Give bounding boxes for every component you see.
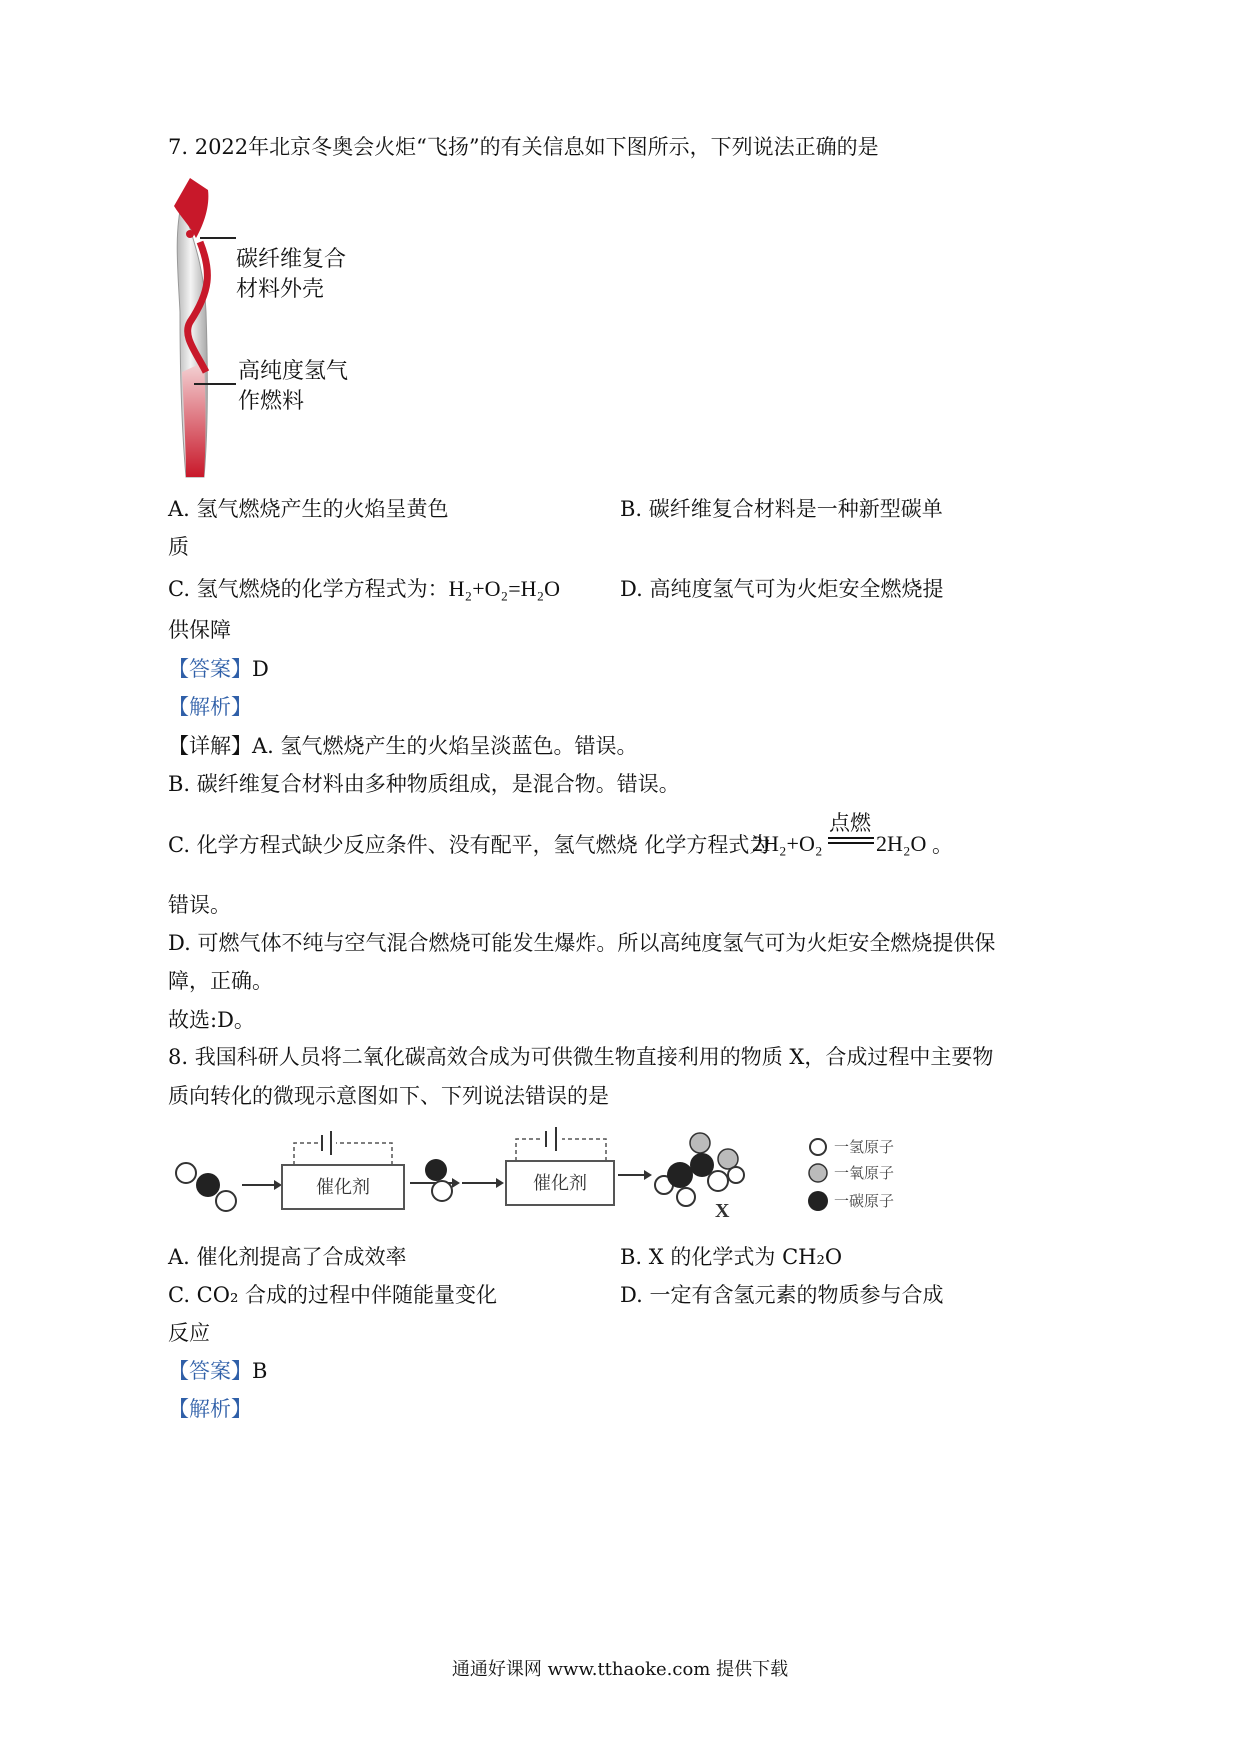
torch-figure: [160, 172, 360, 482]
catalyst-box-2: [506, 1127, 614, 1205]
q7-option-c: [168, 574, 560, 604]
q7-detail-c-right: 2H₂O: [876, 831, 927, 856]
product-x-molecule: [655, 1133, 744, 1206]
q7-detail-c-text: C. 化学方程式缺少反应条件、没有配平，氢气燃烧 化学方程式为: [168, 833, 771, 857]
q7-detail-d-1: D. 可燃气体不纯与空气混合燃烧可能发生爆炸。所以高纯度氢气可为火炬安全燃烧提供保: [168, 931, 996, 955]
torch-emblem: [186, 230, 194, 238]
q8-option-cd-cont: 反应: [168, 1321, 210, 1345]
q7-stem: 7. 2022年北京冬奥会火炬“飞扬”的有关信息如下图所示，下列说法正确的是: [168, 135, 879, 159]
q7-option-b: B. 碳纤维复合材料是一种新型碳单: [620, 497, 943, 521]
q7-option-d-cont: 供保障: [168, 618, 231, 642]
q7-conclusion: 故选:D。: [168, 1008, 255, 1032]
q7-detail-a: [168, 731, 638, 761]
catalyst-2-label: 催化剂: [533, 1173, 587, 1194]
q7-detail-c-left: 2H₂+O₂: [752, 831, 823, 856]
q7-option-b-cont: 质: [168, 535, 189, 559]
detail-a-text: A. 氢气燃烧产生的火焰呈淡蓝色。错误。: [252, 734, 638, 758]
q8-analysis-tag: 【解析】: [168, 1397, 252, 1421]
q8-option-b: B. X 的化学式为 CH₂O: [620, 1245, 843, 1269]
q7-option-a: A. 氢气燃烧产生的火焰呈黄色: [168, 497, 449, 521]
q8-answer: [168, 1356, 267, 1386]
label-shell-2: 材料外壳: [236, 277, 325, 302]
q7-detail-b: B. 碳纤维复合材料由多种物质组成，是混合物。错误。: [168, 772, 680, 796]
footer-credit: 通通好课网 www.tthaoke.com 提供下载: [451, 1659, 789, 1680]
catalyst-box-1: [282, 1131, 404, 1209]
label-fuel-1: 高纯度氢气: [238, 359, 349, 384]
q7-option-c-formula: H₂+O₂=H₂O: [448, 576, 561, 601]
legend-o: 一氧原子: [834, 1164, 895, 1182]
answer-tag: 【答案】: [168, 657, 252, 681]
q7-answer: [168, 654, 269, 684]
q7-option-c-prefix: C. 氢气燃烧的化学方程式为：: [168, 577, 449, 601]
q8-answer-tag: 【答案】: [168, 1359, 252, 1383]
q7-detail-c-end: 。: [932, 833, 953, 857]
q7-option-d: D. 高纯度氢气可为火炬安全燃烧提: [620, 577, 944, 601]
legend: [808, 1138, 894, 1211]
q8-answer-value: B: [252, 1359, 268, 1383]
q8-figure: [170, 1125, 930, 1225]
co2-molecule: [176, 1163, 236, 1211]
q7-detail-d-2: 障，正确。: [168, 969, 273, 993]
q7-analysis-tag: 【解析】: [168, 695, 252, 719]
legend-c: 一碳原子: [834, 1192, 895, 1210]
q8-option-c: C. CO₂ 合成的过程中伴随能量变化: [168, 1283, 498, 1307]
q8-stem-2: 质向转化的微现示意图如下、下列说法错误的是: [168, 1084, 609, 1108]
detail-tag: 【详解】: [168, 734, 252, 758]
label-fuel-2: 作燃料: [238, 389, 305, 414]
co-molecule: [425, 1159, 452, 1201]
product-x-label: X: [715, 1200, 730, 1222]
q8-option-a: A. 催化剂提高了合成效率: [168, 1245, 407, 1269]
q8-stem-1: 8. 我国科研人员将二氧化碳高效合成为可供微生物直接利用的物质 X，合成过程中主要物: [168, 1045, 994, 1069]
label-shell-1: 碳纤维复合: [236, 247, 347, 272]
answer-value: D: [252, 657, 269, 681]
legend-h: 一氢原子: [834, 1138, 895, 1156]
q8-option-d: D. 一定有含氢元素的物质参与合成: [620, 1283, 944, 1307]
catalyst-1-label: 催化剂: [316, 1177, 370, 1198]
reaction-double-line: [828, 836, 874, 846]
q7-detail-c-condition: 点燃: [829, 811, 871, 835]
q7-detail-c-cont: 错误。: [168, 893, 231, 917]
